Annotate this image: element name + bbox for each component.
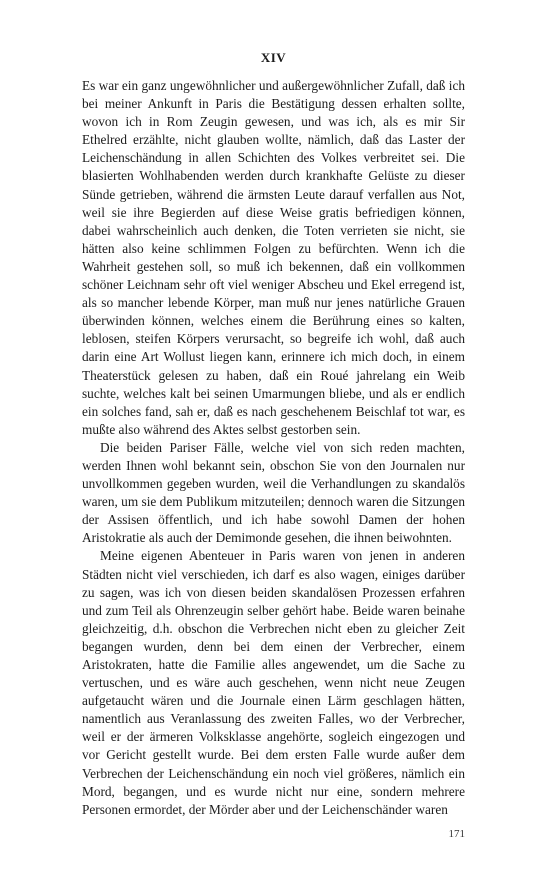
- paragraph: Die beiden Pariser Fälle, welche viel von sich reden machten, werden Ihnen wohl bekannt sein, obschon Sie von den Journalen nur unvollkommen gegeben wurden, weil die Verhandlungen zu skandalös waren, um sie dem Publikum mitzuteilen; dennoch waren die Sitzungen der Assisen öffentlich, und ich habe sowohl Damen der hohen Aristokratie als auch der Demimonde gesehen, die ihnen beiwohnten.: [82, 439, 465, 546]
- page-number: 171: [448, 828, 465, 840]
- paragraph: Es war ein ganz ungewöhnlicher und außergewöhnlicher Zufall, daß ich bei meiner Ankunft in Paris die Bestätigung dessen erhalten sollte, wovon ich in Rom Zeugin gewesen, und was ich, als es mir Sir Ethelred erzählte, nicht glauben wollte, nämlich, daß das Laster der Leichenschändung in allen Schichten des Volkes verbreitet sei. Die blasierten Wohlhabenden werden durch krankhafte Gelüste zu dieser Sünde getrieben, während die ärmsten Leute darauf verfallen aus Not, weil sie ihre Begierden auf diese Weise gratis befriedigen können, dabei wahrscheinlich auch denken, die Toten verrieten sie nicht, sie hätten also keine schlimmen Folgen zu befürchten. Wenn ich die Wahrheit gestehen soll, so muß ich bekennen, daß ein vollkommen schöner Leichnam sehr oft viel weniger Abscheu und Ekel erregend ist, als so mancher lebende Körper, man muß nur jenes natürliche Grauen überwinden können, welches einem die Berührung eines so kalten, leblosen, steifen Körpers verursacht, so begreife ich wohl, daß auch darin eine Art Wollust liegen kann, erinnere ich mich doch, in einem Theaterstück gelesen zu haben, daß ein Roué jahrelang ein Weib suchte, welches kalt bei seinen Umarmungen bliebe, und als er endlich ein solches fand, sah er, daß es nach geschehenem Beischlaf tot war, es mußte also während des Aktes selbst gestorben sein.: [82, 78, 466, 437]
- body-text: [82, 77, 465, 819]
- chapter-heading: XIV: [260, 50, 287, 65]
- paragraph: Meine eigenen Abenteuer in Paris waren von jenen in anderen Städten nicht viel verschieden, ich darf es also wagen, einiges darüber zu sagen, was ich von diesen beiden skandalösen Prozessen erfahren und zum Teil als Ohrenzeugin selber gehört habe. Beide waren beinahe gleichzeitig, d.h. obschon die Verbrechen nicht eben zu gleicher Zeit begangen wurden, denn bei dem einen der Verbrecher, einem Aristokraten, hatte die Familie alles angewendet, um die Sache zu vertuschen, und es wäre auch geschehen, wenn nicht neue Zeugen aufgetaucht wären und die Journale einen Lärm geschlagen hätten, namentlich aus Veranlassung des zweiten Falles, wo der Verbrecher, weil er der ärmeren Volksklasse angehörte, sogleich eingezogen und vor Gericht gestellt wurde. Bei dem ersten Falle wurde außer dem Verbrechen der Leichenschändung ein noch viel größeres, nämlich ein Mord, begangen, und es wurde nicht nur eine, sondern mehrere Personen ermordet, der Mörder aber und der Leichenschänder waren: [82, 548, 465, 817]
